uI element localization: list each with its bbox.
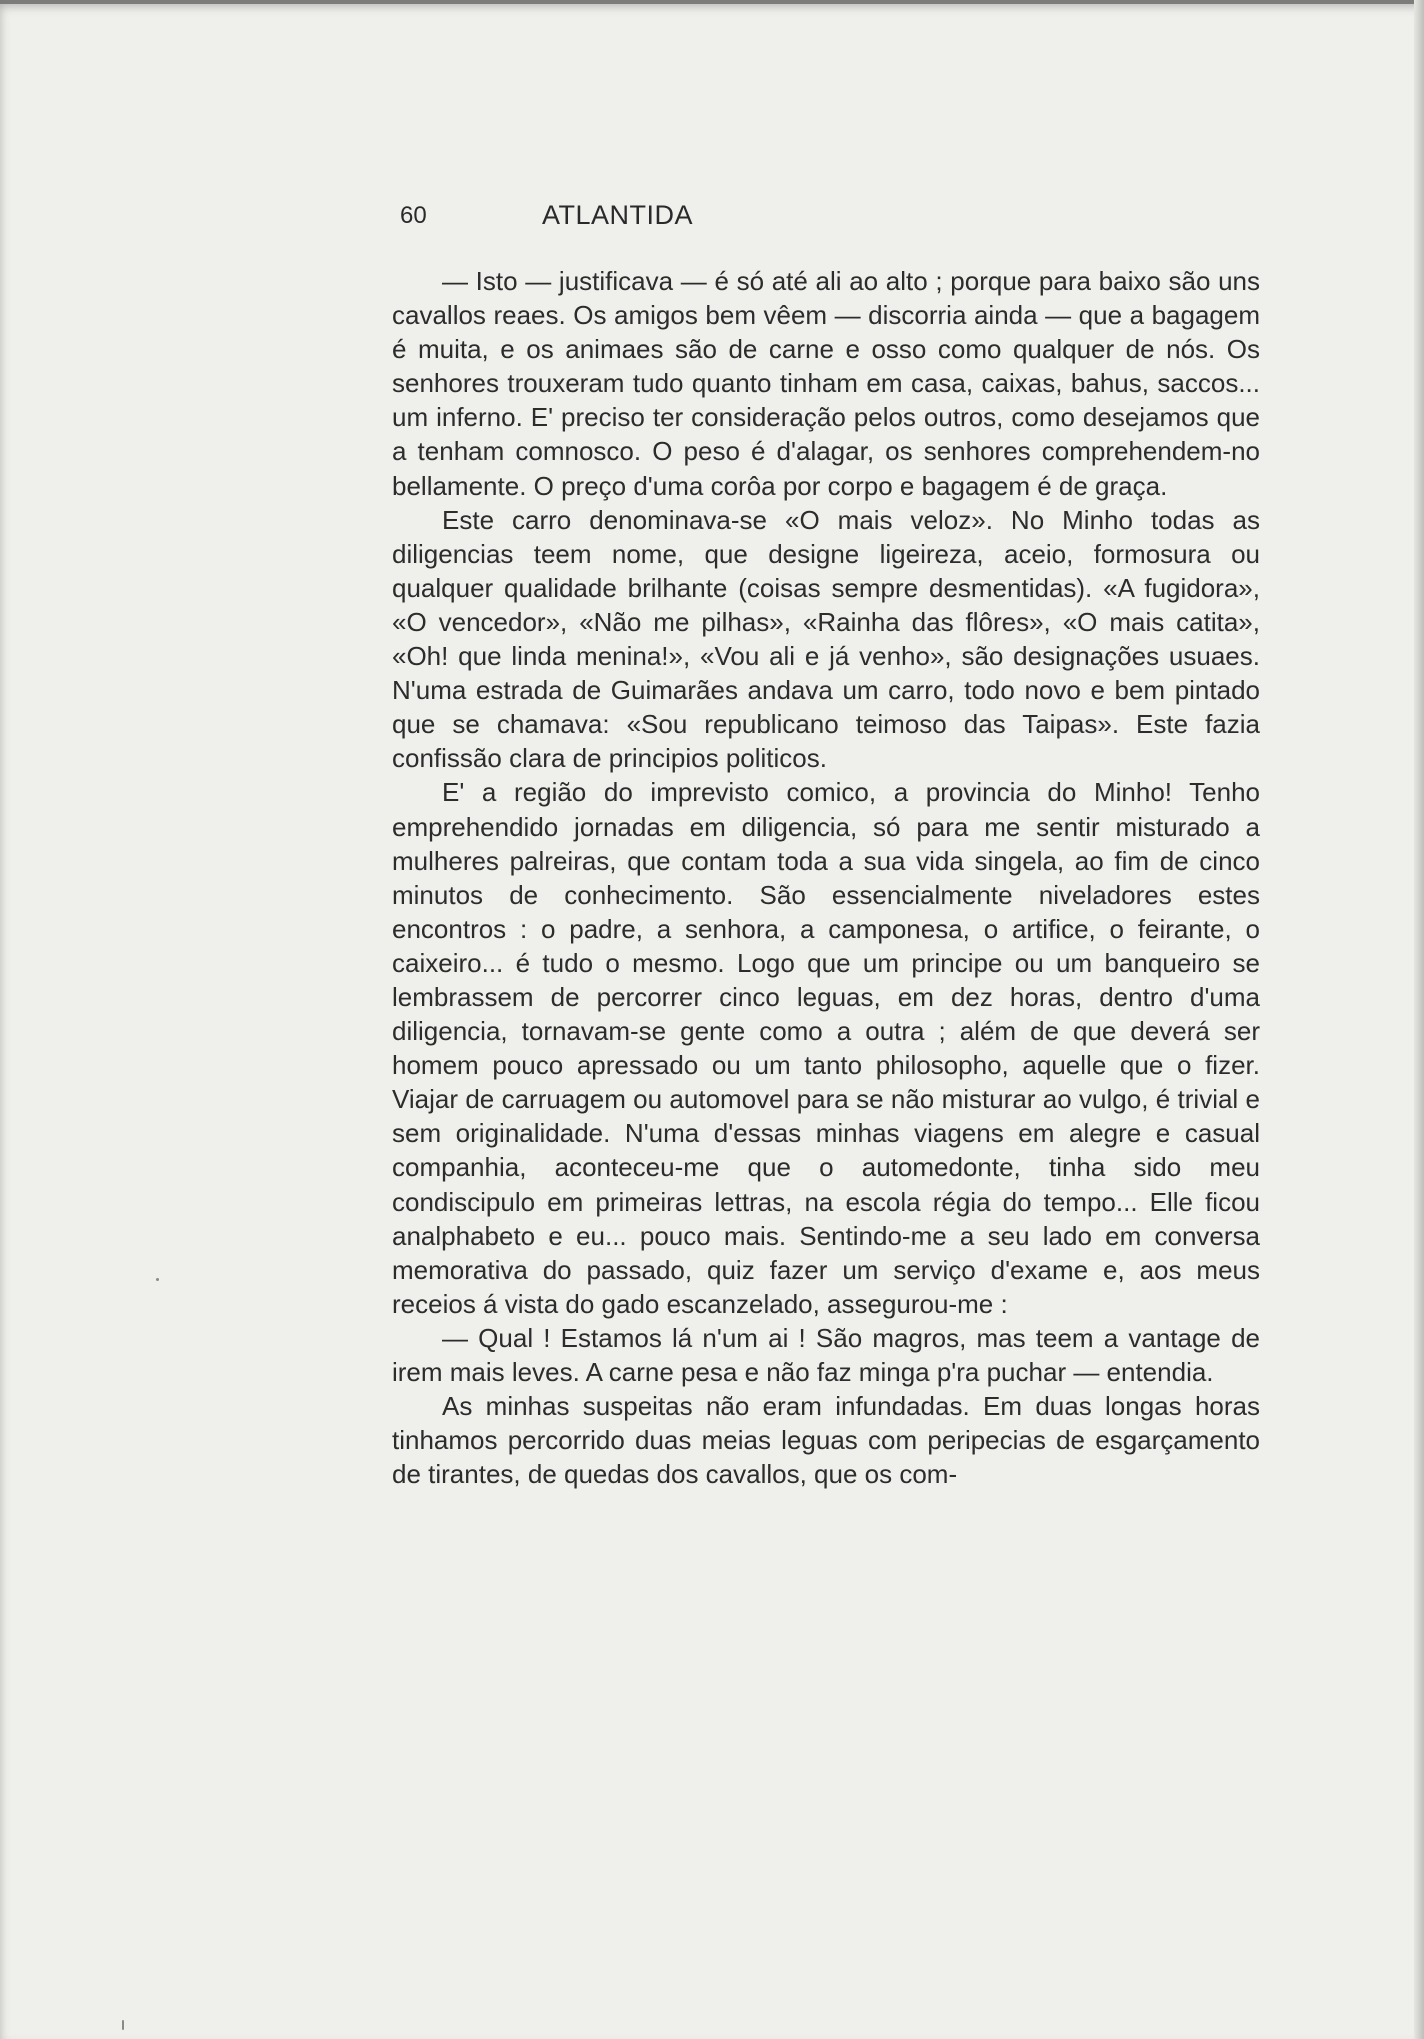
page-header <box>392 198 912 238</box>
paragraph-2: Este carro denominava-se «O mais veloz». No Minho todas as diligencias teem nome, que designe ligeireza, aceio, formosura ou qualquer qualidade brilhante (coisas sempre desmentidas). «A fugidora», «O vencedor», «Não me pilhas», «Rainha das flôres», «O mais catita», «Oh! que linda menina!», «Vou ali e já venho», são designações usuaes. N'uma estrada de Guimarães andava um carro, todo novo e bem pintado que se chamava: «Sou republicano teimoso das Taipas». Este fazia confissão clara de principios politicos. <box>392 504 1260 774</box>
paper-speck <box>122 2020 124 2030</box>
running-title: ATLANTIDA <box>542 200 694 230</box>
page-number: 60 <box>400 202 427 229</box>
page-top-edge <box>0 0 1424 4</box>
paragraph-3: E' a região do imprevisto comico, a provincia do Minho! Tenho emprehendido jornadas em diligencia, só para me sentir misturado a mulheres palreiras, que contam toda a sua vida singela, ao fim de cinco minutos de conhecimento. São essencialmente niveladores estes encontros : o padre, a senhora, a camponesa, o artifice, o feirante, o caixeiro... é tudo o mesmo. Logo que um principe ou um banqueiro se lembrassem de percorrer cinco leguas, em dez horas, dentro d'uma diligencia, tornavam-se gente como a outra ; além de que deverá ser homem pouco apressado ou um tanto philosopho, aquelle que o fizer. Viajar de carruagem ou automovel para se não misturar ao vulgo, é trivial e sem originalidade. N'uma d'essas minhas viagens em alegre e casual companhia, aconteceu-me que o automedonte, tinha sido meu condiscipulo em primeiras lettras, na escola régia do tempo... Elle ficou analphabeto e eu... pouco mais. Sentindo-me a seu lado em conversa memorativa do passado, quiz fazer um serviço d'exame e, aos meus receios á vista do gado escanzelado, assegurou-me : <box>392 777 1260 1319</box>
body-text <box>392 264 1260 1491</box>
paragraph-5: As minhas suspeitas não eram infundadas. Em duas longas horas tinhamos percorrido duas meias leguas com peripecias de esgarçamento de tirantes, de quedas dos cavallos, que os com- <box>392 1391 1260 1490</box>
paragraph-1: — Isto — justificava — é só até ali ao alto ; porque para baixo são uns cavallos reaes. Os amigos bem vêem — discorria ainda — que a bagagem é muita, e os animaes são de carne e osso como qualquer de nós. Os senhores trouxeram tudo quanto tinham em casa, caixas, bahus, saccos... um inferno. E' preciso ter consideração pelos outros, como desejamos que a tenham comnosco. O peso é d'alagar, os senhores comprehendem-no bellamente. O preço d'uma corôa por corpo e bagagem é de graça. <box>392 266 1260 501</box>
paragraph-4: — Qual ! Estamos lá n'um ai ! São magros, mas teem a vantage de irem mais leves. A carne pesa e não faz minga p'ra puchar — entendia. <box>392 1322 1260 1387</box>
page-right-edge <box>1414 0 1424 2039</box>
paper-speck <box>156 1278 159 1281</box>
